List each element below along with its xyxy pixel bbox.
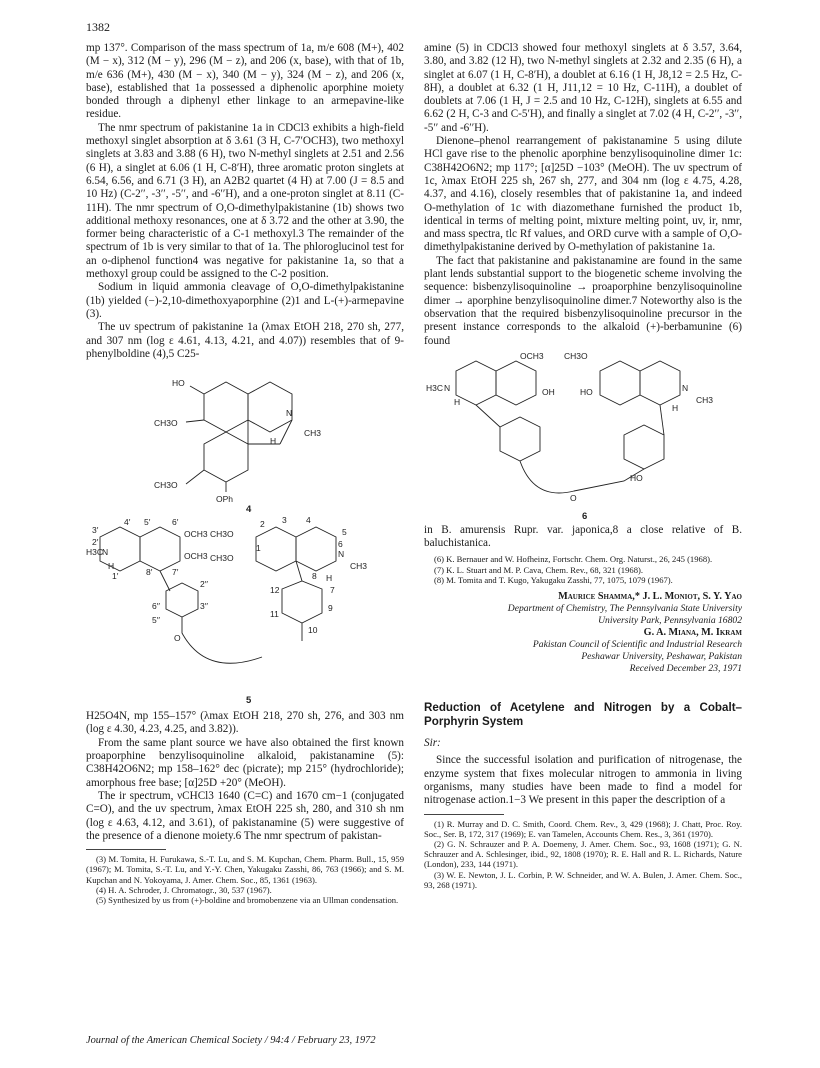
page-number: 1382 bbox=[86, 20, 110, 34]
paragraph: amine (5) in CDCl3 showed four methoxyl singlets at δ 3.57, 3.64, 3.80, and 3.82 (12 H), two N-methyl singlets at 2.32 and 2.35 (6 H), a singlet at 6.07 (1 H, C-8′H), a doublet at 6.16 (1 H, J8,12 = 2.5 Hz, C-8H), a doublet at 6.32 (1 H, J11,12 = 10 Hz, C-11H), a doublet of doublets at 7.06 (1 H, J = 2.5 and 10 Hz, C-12H), singlets at 6.55 and 6.62 (2 H, C-3 and C-5′H), and finally a singlet at 7.02 (4 H, C-2′′, -3′′, -5′′ and -6′′H). bbox=[424, 42, 742, 134]
locant: 10 bbox=[308, 625, 318, 636]
footnotes bbox=[424, 819, 742, 890]
struct-label: H bbox=[270, 436, 277, 447]
footnote: (3) W. E. Newton, J. L. Corbin, P. W. Schneider, and W. A. Bulen, J. Amer. Chem. Soc., 93, 268 (1971). bbox=[424, 869, 742, 890]
right-column bbox=[424, 42, 742, 890]
ring-right-c bbox=[624, 425, 664, 469]
journal-footer: Journal of the American Chemical Society / 94:4 / February 23, 1972 bbox=[86, 1035, 376, 1046]
ring-left-a bbox=[140, 527, 180, 571]
footnotes bbox=[86, 854, 404, 905]
locant: 2′ bbox=[92, 537, 99, 548]
ring-right-b bbox=[640, 361, 680, 405]
struct-label: HO bbox=[580, 386, 593, 397]
locant: 2 bbox=[260, 519, 265, 530]
footnote: (6) K. Bernauer and W. Hofheinz, Fortschr. Chem. Org. Naturst., 26, 245 (1968). bbox=[434, 554, 713, 565]
locant: 12 bbox=[270, 585, 280, 596]
left-column bbox=[86, 42, 404, 905]
author-names: Maurice Shamma,* J. L. Moniot, S. Y. Yao bbox=[558, 591, 742, 603]
affiliation: University Park, Pennsylvania 16802 bbox=[598, 615, 742, 627]
locant: 9 bbox=[328, 603, 333, 614]
paragraph: The uv spectrum of pakistanine 1a (λmax EtOH 218, 270 sh, 277, and 307 nm (log ε 4.61, 4.13, 4.21, and 4.07)) resembles that of 9-phenylboldine (4),5 C25- bbox=[86, 321, 404, 360]
struct-label: H bbox=[672, 402, 679, 413]
ring-left-c bbox=[500, 417, 540, 461]
struct-label: CH3 bbox=[696, 394, 714, 405]
struct-label: OPh bbox=[216, 494, 234, 505]
ring-left-c bbox=[166, 583, 198, 617]
footnote-divider bbox=[424, 814, 504, 815]
struct-label: N bbox=[444, 382, 451, 393]
struct-label: CH3 bbox=[350, 561, 368, 572]
struct-label: O bbox=[570, 492, 577, 503]
structure-4 bbox=[86, 364, 404, 514]
ring-right-a bbox=[256, 527, 296, 571]
locant: 2′′ bbox=[200, 579, 208, 590]
struct-label: CH3 bbox=[304, 428, 322, 439]
struct-label: CH3O bbox=[210, 553, 234, 564]
received-date: Received December 23, 1971 bbox=[629, 663, 742, 675]
structure-number: 5 bbox=[246, 695, 252, 707]
footnote: (5) Synthesized by us from (+)-boldine and bromobenzene via an Ullman condensation. bbox=[96, 894, 399, 905]
locant: 11 bbox=[270, 609, 279, 620]
ring-a bbox=[204, 382, 248, 432]
struct-label: H bbox=[454, 396, 461, 407]
paragraph: From the same plant source we have also obtained the first known proaporphine benzylisoquinoline alkaloid, pakistanamine (5): C38H42O6N2; mp 158–162° dec (picrate); mp 215° (hydrochloride); amorphous free base; [α]25D +20° (MeOH). bbox=[86, 736, 404, 789]
ring-right-b bbox=[296, 527, 336, 571]
paragraph: Sodium in liquid ammonia cleavage of O,O-dimethylpakistanine (1b) yielded (−)-2,10-dimethoxyaporphine (2)1 and L-(+)-armepavine (3). bbox=[86, 281, 404, 320]
footnote: (2) G. N. Schrauzer and P. A. Doemeny, J. Amer. Chem. Soc., 93, 1608 (1971); G. N. Schrauzer and A. Schlesinger, ibid., 92, 1808 (1970); R. E. Hall and R. L. Richards, Nature (London), 233, 144 (1971). bbox=[424, 838, 742, 870]
structure-number: 4 bbox=[246, 504, 252, 515]
locant: 6′ bbox=[172, 517, 179, 528]
locant: 4 bbox=[306, 517, 311, 526]
author-block bbox=[424, 591, 742, 675]
ring-left-b bbox=[456, 361, 496, 405]
struct-label: CH3O bbox=[564, 350, 588, 361]
struct-label: CH3O bbox=[154, 418, 178, 429]
locant: 5′′ bbox=[152, 615, 160, 626]
locant: 5 bbox=[342, 527, 347, 538]
footnote: (8) M. Tomita and T. Kugo, Yakugaku Zasshi, 77, 1075, 1079 (1967). bbox=[434, 574, 673, 585]
paragraph: Dienone–phenol rearrangement of pakistanamine 5 using dilute HCl gave rise to the phenolic aporphine benzylisoquinoline dimer 1c: C38H42O6N2; mp 117°; [α]25D −103° (MeOH). The uv spectrum of 1c, λmax EtOH 225 sh, 267 sh, 277, and 304 nm (log ε 4.75, 4.28, 4.37, and 4.16), closely resembles that of pakistanine 1a, and indeed O-methylation of 1c with diazomethane furnished the product 1b, identical in terms of melting point, mixture melting point, uv, ir, nmr, and mass spectra, tlc Rf values, and ORD curve with a sample of O,O-dimethylpakistanine derived by O-methylation of pakistanine 1a. bbox=[424, 135, 742, 254]
locant: 6 bbox=[338, 539, 343, 550]
locant: 6′′ bbox=[152, 601, 160, 612]
paragraph: in B. amurensis Rupr. var. japonica,8 a close relative of B. baluchistanica. bbox=[424, 523, 742, 550]
paragraph: mp 137°. Comparison of the mass spectrum of 1a, m/e 608 (M+), 402 (M − x), 312 (M − y), 296 (M − z), and 206 (x, base), with that of 1b, m/e 636 (M+), 430 (M − x), 340 (M − y), 324 (M − z), and 206 (x, base), established that 1a possessed a diphenolic aporphine moiety bonded through a diphenyl ether linkage to an armepavine-like residue. bbox=[86, 42, 404, 121]
paragraph: The ir spectrum, νCHCl3 1640 (C=C) and 1670 cm−1 (conjugated C=O), and the uv spectrum, λmax EtOH 225 sh, 280, and 310 sh nm (log ε 4.63, 4.12, and 3.61), of pakistanamine (5) were suggestive of the presence of a dienone moiety.6 The nmr spectrum of pakistan- bbox=[86, 789, 404, 842]
struct-label: N bbox=[338, 549, 345, 560]
struct-label: OCH3 bbox=[520, 350, 544, 361]
paragraph: Since the successful isolation and purification of nitrogenase, the enzyme system that fixes molecular nitrogen to ammonia in living organisms, many studies have been made to find a model for nitrogenase action.1−3 We present in this paper the description of a bbox=[424, 754, 742, 807]
struct-label: N bbox=[102, 547, 109, 558]
struct-label: OH bbox=[542, 386, 555, 397]
structure-5 bbox=[86, 517, 404, 707]
locant: 3 bbox=[282, 517, 287, 526]
structure-number: 6 bbox=[582, 510, 588, 521]
footnote-divider bbox=[86, 849, 166, 850]
struct-label: O bbox=[174, 633, 181, 644]
struct-label: OCH3 bbox=[184, 529, 208, 540]
article-title: Reduction of Acetylene and Nitrogen by a Cobalt–Porphyrin System bbox=[424, 701, 742, 729]
locant: 1′ bbox=[112, 571, 119, 582]
locant: 3′ bbox=[92, 525, 99, 536]
locant: 8 bbox=[312, 571, 317, 582]
struct-label: CH3O bbox=[210, 529, 234, 540]
paragraph: The fact that pakistanine and pakistanamine are found in the same plant lends substantial support to the biogenetic scheme involving the sequence: bisbenzylisoquinoline → proaporphine benzylisoquinoline dimer → aporphine benzylisoquinoline dimer.7 Noteworthy also is the observation that the required bisbenzylisoquinoline precursor in the present instance corresponds to the alkaloid (+)-berbamunine (6) found bbox=[424, 254, 742, 347]
affiliation: Pakistan Council of Scientific and Industrial Research bbox=[532, 639, 742, 651]
struct-label: H3C bbox=[426, 382, 444, 393]
locant: 7′ bbox=[172, 567, 179, 578]
ring-right-a bbox=[600, 361, 640, 405]
struct-label: HO bbox=[172, 378, 185, 389]
paragraph: The nmr spectrum of pakistanine 1a in CDCl3 exhibits a high-field methoxyl singlet absorption at δ 3.61 (3 H, C-7′OCH3), two methoxyl singlets at 3.83 and 3.88 (6 H), two N-methyl singlets at 2.51 and 2.56 (6 H), a singlet at 6.06 (1 H, C-8′H), three aromatic proton singlets at 6.54, 6.56, and 6.71 (3 H), an A2B2 quartet (4 H) at 7.00 (J = 8.5 and 10 Hz) (C-2′′, -3′′, -5′′, and -6′′H), and a one-proton singlet at 8.11 (C-11H). The nmr spectrum of O,O-dimethylpakistanine (1b) shows two additional methoxy resonances, one at δ 3.72 and the other at 3.90, the former being characteristic of a C-1 methoxyl.3 The remainder of the spectrum of 1b is very similar to that of 1a. The phloroglucinol test for an o-diphenol function4 was negative for pakistanine 1a, so that a methoxyl group could be assigned to the C-2 position. bbox=[86, 121, 404, 281]
ring-b bbox=[248, 382, 292, 432]
salutation: Sir: bbox=[424, 737, 441, 750]
ring-c bbox=[204, 432, 248, 482]
locant: 4′ bbox=[124, 517, 131, 528]
locant: 5′ bbox=[144, 517, 151, 528]
struct-label: H3C bbox=[86, 547, 104, 558]
struct-label: H bbox=[326, 573, 333, 584]
footnote: (7) K. L. Stuart and M. P. Cava, Chem. Rev., 68, 321 (1968). bbox=[434, 564, 644, 575]
locant: 3′′ bbox=[200, 601, 208, 612]
affiliation: Peshawar University, Peshawar, Pakistan bbox=[581, 651, 742, 663]
locant: 8′ bbox=[146, 567, 153, 578]
locant: 7 bbox=[330, 585, 335, 596]
footnotes bbox=[424, 554, 742, 585]
footnote: (4) H. A. Schroder, J. Chromatogr., 30, 537 (1967). bbox=[96, 884, 272, 895]
structure-6 bbox=[424, 351, 742, 521]
footnote: (1) R. Murray and D. C. Smith, Coord. Chem. Rev., 3, 429 (1968); J. Chatt, Proc. Roy. Soc., Ser. B, 172, 317 (1969); E. van Tamelen, Accounts Chem. Res., 3, 361 (1970). bbox=[424, 818, 742, 839]
struct-label: N bbox=[286, 408, 293, 419]
affiliation: Department of Chemistry, The Pennsylvania State University bbox=[507, 603, 742, 615]
dienone-ring bbox=[282, 581, 322, 623]
author-names: G. A. Miana, M. Ikram bbox=[643, 627, 742, 639]
ring-left-a bbox=[496, 361, 536, 405]
struct-label: HO bbox=[630, 472, 643, 483]
paragraph: H25O4N, mp 155–157° (λmax EtOH 218, 270 sh, 276, and 303 nm (log ε 4.30, 4.23, 4.25, and 3.82)). bbox=[86, 710, 404, 736]
struct-label: OCH3 bbox=[184, 551, 208, 562]
footnote: (3) M. Tomita, H. Furukawa, S.-T. Lu, and S. M. Kupchan, Chem. Pharm. Bull., 15, 959 (1967); M. Tomita, S.-T. Lu, and Y.-Y. Chen, Yakugaku Zasshi, 86, 763 (1966); and S. M. Kupchan and N. Yokoyama, J. Amer. Chem. Soc., 85, 1361 (1963). bbox=[86, 854, 404, 885]
struct-label: N bbox=[682, 382, 689, 393]
struct-label: H bbox=[108, 561, 115, 572]
struct-label: CH3O bbox=[154, 480, 178, 491]
locant: 1 bbox=[256, 543, 261, 554]
